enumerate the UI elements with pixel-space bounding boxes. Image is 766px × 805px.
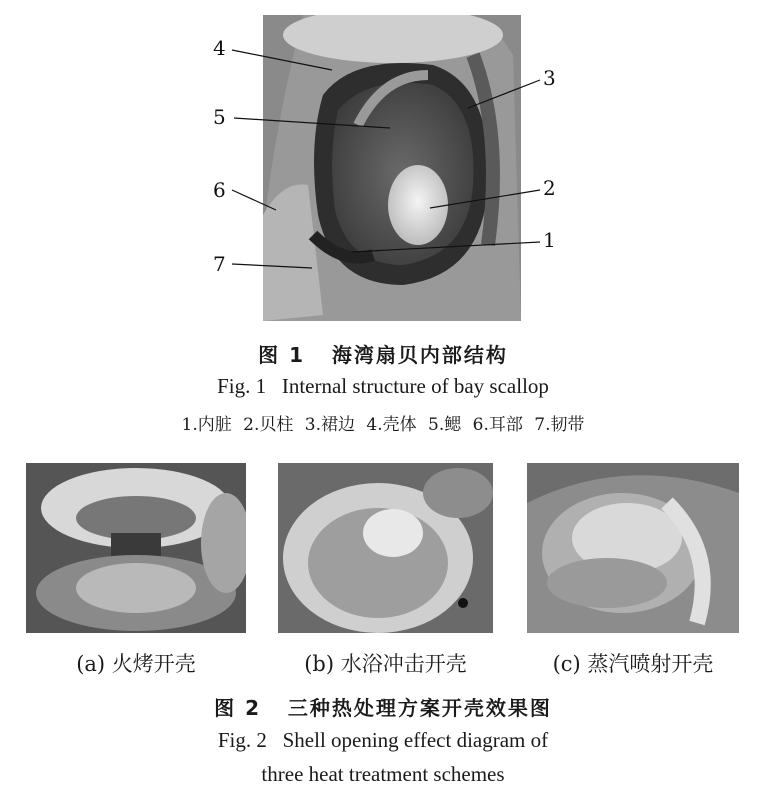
subcaption-fire-roasting: (a) 火烤开壳	[76, 652, 196, 676]
callout-label-viscera: 1	[543, 228, 556, 252]
figure1-title-cn: 图 1 海湾扇贝内部结构	[258, 343, 508, 367]
callout-label-ligament: 7	[213, 252, 226, 276]
figure1-title-en: Fig. 1 Internal structure of bay scallop	[217, 374, 549, 398]
figure2-title-en-line1: Fig. 2 Shell opening effect diagram of	[217, 728, 549, 752]
callout-label-adductor: 2	[543, 176, 556, 200]
figure2-title-en-line2: three heat treatment schemes	[261, 762, 505, 786]
figure1-legend: 1.内脏 2.贝柱 3.裙边 4.壳体 5.鳃 6.耳部 7.韧带	[181, 415, 585, 435]
callout-label-shell: 4	[213, 36, 226, 60]
subcaption-water-bath-shock: (b) 水浴冲击开壳	[304, 652, 467, 676]
photo-water-bath-shock	[278, 463, 493, 633]
photo-fire-roasting	[26, 463, 246, 633]
callout-label-ear: 6	[213, 178, 226, 202]
callout-label-mantle: 3	[543, 66, 556, 90]
callout-label-gill: 5	[213, 105, 226, 129]
subcaption-steam-jet: (c) 蒸汽喷射开壳	[552, 652, 714, 676]
photo-steam-jet	[527, 463, 739, 633]
callout-leader-lines	[0, 0, 766, 340]
figure2-title-cn: 图 2 三种热处理方案开壳效果图	[214, 696, 552, 720]
